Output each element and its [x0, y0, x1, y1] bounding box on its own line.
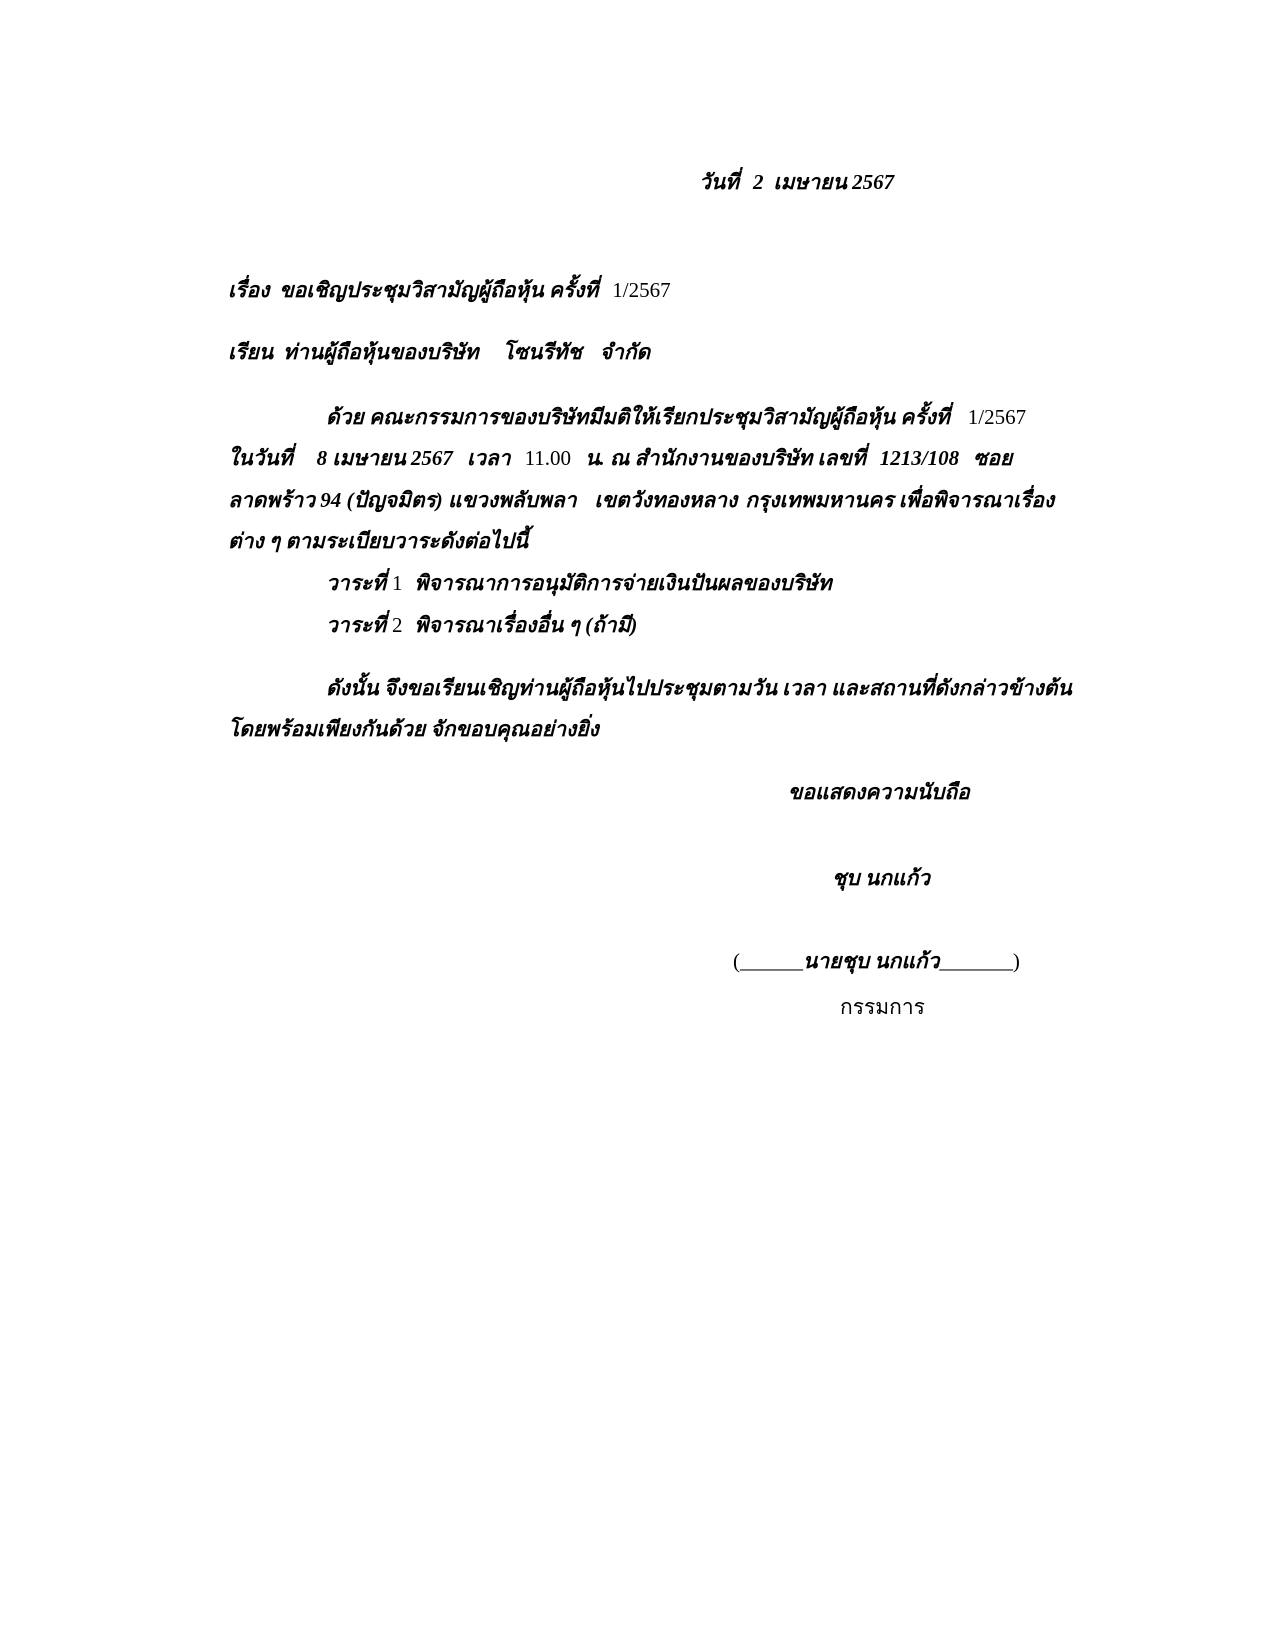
date-label: วันที่: [699, 170, 739, 194]
closing-text: ขอแสดงความนับถือ: [788, 780, 970, 804]
subject-line: [228, 278, 671, 302]
signatory-name: นายชุบ นกแก้ว: [803, 949, 940, 973]
letter-date: [699, 170, 894, 194]
recipient-suffix: จำกัด: [599, 340, 651, 364]
agenda-item: [326, 613, 637, 637]
signature-text: ชุบ นกแก้ว: [832, 866, 930, 890]
subject-number: 1/2567: [612, 278, 671, 302]
signatory-close: _______): [939, 949, 1020, 973]
recipient-label: เรียน: [228, 340, 274, 364]
recipient-company: โซนรีทัช: [502, 340, 582, 364]
p2-l2-text: โดยพร้อมเพียงกันด้วย จักขอบคุณอย่างยิ่ง: [228, 717, 599, 741]
agenda-text: พิจารณาเรื่องอื่น ๆ (ถ้ามี): [414, 613, 638, 637]
subject-label: เรื่อง: [228, 278, 270, 302]
date-month-year: เมษายน 2567: [773, 170, 895, 194]
subject-text: ขอเชิญประชุมวิสามัญผู้ถือหุ้น ครั้งที่: [279, 278, 599, 302]
p1-l4-text: ต่าง ๆ ตามระเบียบวาระดังต่อไปนี้: [228, 529, 528, 553]
signature: [832, 866, 930, 890]
agenda-text: พิจารณาการอนุมัติการจ่ายเงินปันผลของบริษัท: [414, 571, 832, 595]
body-paragraph-1-line-2: [228, 446, 1012, 470]
body-paragraph-1-line-1: [326, 405, 1026, 429]
meeting-time: 11.00: [524, 446, 572, 470]
body-paragraph-2-line-1: [326, 676, 1072, 700]
signatory-open: (______: [733, 949, 803, 973]
p1-l3-rest: กรุงเทพมหานคร เพื่อพิจารณาเรื่อง: [745, 488, 1055, 512]
agenda-label: วาระที่: [326, 571, 386, 595]
agenda-item: [326, 571, 832, 595]
body-paragraph-1-line-3: [228, 488, 1054, 512]
position-text: กรรมการ: [840, 995, 925, 1019]
agenda-number: 2: [392, 613, 403, 637]
p1-l1-text: ด้วย คณะกรรมการของบริษัทมีมติให้เรียกประชุมวิสามัญผู้ถือหุ้น ครั้งที่: [326, 405, 950, 429]
p1-l3-district: เขตวังทองหลาง: [594, 488, 738, 512]
agenda-number: 1: [392, 571, 403, 595]
address-number: 1213/108: [879, 446, 960, 470]
meeting-date: 8 เมษายน 2567: [316, 446, 453, 470]
meeting-place: น. ณ สำนักงานของบริษัท เลขที่: [585, 446, 866, 470]
recipient-text: ท่านผู้ถือหุ้นของบริษัท: [283, 340, 479, 364]
meeting-time-label: เวลา: [466, 446, 511, 470]
meeting-date-label: ในวันที่: [228, 446, 293, 470]
closing-salutation: [788, 780, 970, 804]
agenda-label: วาระที่: [326, 613, 386, 637]
signatory-position: [840, 995, 925, 1019]
body-paragraph-2-line-2: [228, 717, 599, 741]
p1-l3-text: ลาดพร้าว 94 (ปัญจมิตร) แขวงพลับพลา: [228, 488, 577, 512]
meeting-number: 1/2567: [967, 405, 1027, 429]
body-paragraph-1-line-4: [228, 529, 528, 553]
date-day: 2: [753, 170, 764, 194]
recipient-line: [228, 340, 650, 364]
soi-label: ซอย: [973, 446, 1013, 470]
signatory-name-line: [733, 949, 1020, 973]
p2-l1-text: ดังนั้น จึงขอเรียนเชิญท่านผู้ถือหุ้นไปประชุมตามวัน เวลา และสถานที่ดังกล่าวข้างต้น: [326, 676, 1072, 700]
